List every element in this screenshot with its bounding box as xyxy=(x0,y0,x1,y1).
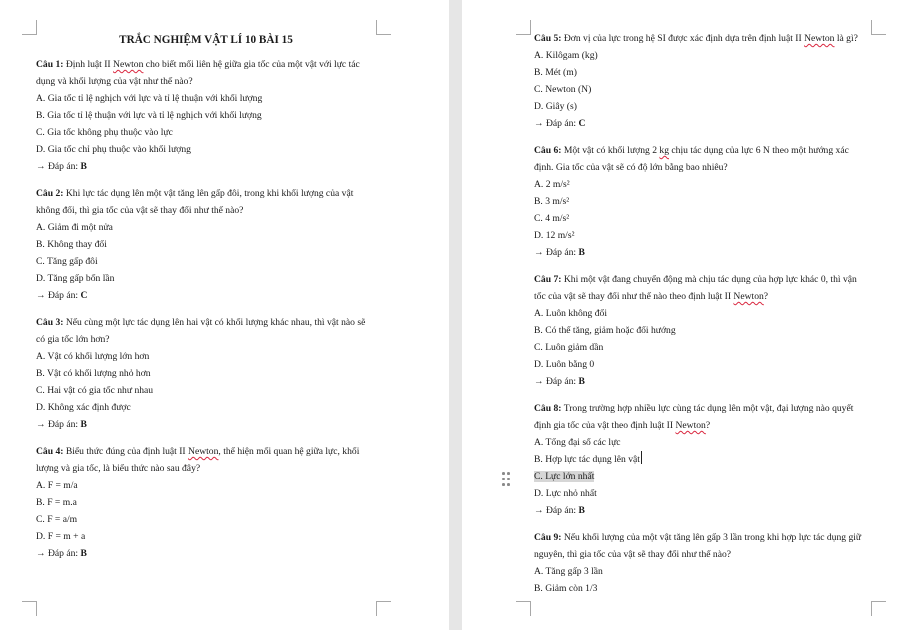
question-text xyxy=(36,443,376,477)
document-title: TRẮC NGHIỆM VẬT LÍ 10 BÀI 15 xyxy=(119,34,293,46)
answer-option xyxy=(534,305,868,322)
answer-option-text: D. 12 m/s² xyxy=(534,230,575,241)
question-number: Câu 4: xyxy=(36,446,64,457)
question-number: Câu 5: xyxy=(534,33,562,44)
spellcheck-word: Newton xyxy=(804,33,835,44)
answer-key-value: B xyxy=(578,376,585,387)
question-block xyxy=(36,185,376,304)
answer-option xyxy=(36,107,376,124)
answer-key-label: → Đáp án: xyxy=(534,376,579,387)
answer-option-text: C. Tăng gấp đôi xyxy=(36,256,98,267)
question-text xyxy=(534,271,868,305)
answer-option-text: C. Gia tốc không phụ thuộc vào lực xyxy=(36,127,173,138)
text-cursor xyxy=(641,451,642,464)
spellcheck-word: Newton xyxy=(733,291,764,302)
answer-option xyxy=(36,270,376,287)
question-text-segment: Nếu khối lượng của một vật tăng lên gấp 3 lần trong khi hợp lực tác dụng giữ nguyên, thì gia tốc của vật sẽ thay đổi như thế nào? xyxy=(534,532,862,560)
answer-option-text: B. Gia tốc tỉ lệ thuận với lực và tỉ lệ nghịch với khối lượng xyxy=(36,110,262,121)
answer-option-text: A. Vật có khối lượng lớn hơn xyxy=(36,351,150,362)
answer-key-value: B xyxy=(80,161,87,172)
answer-option-text: B. Hợp lực tác dụng lên vật xyxy=(534,454,640,465)
answer-option xyxy=(36,365,376,382)
question-block xyxy=(534,30,868,132)
answer-option-text: D. Gia tốc chỉ phụ thuộc vào khối lượng xyxy=(36,144,191,155)
crop-mark-top-left xyxy=(22,20,37,35)
answer-key-label: → Đáp án: xyxy=(36,161,81,172)
answer-key-value: B xyxy=(578,505,585,516)
answer-key xyxy=(534,373,868,390)
answer-option xyxy=(534,451,868,468)
answer-option xyxy=(534,563,868,580)
question-text-segment: chịu tác dụng của lực 6 N theo một hướng xác định. Gia tốc của vật sẽ có độ lớn bằng bao nhiêu? xyxy=(534,145,849,173)
answer-option-text: A. 2 m/s² xyxy=(534,179,570,190)
answer-option-text: B. Có thể tăng, giảm hoặc đổi hướng xyxy=(534,325,676,336)
question-text-segment: cho biết mối liên hệ giữa gia tốc của một vật với lực tác dụng và khối lượng của vật như thế nào? xyxy=(36,59,360,87)
question-text-segment: Trong trường hợp nhiều lực cùng tác dụng lên một vật, đại lượng nào quyết định gia tốc của vật theo định luật II xyxy=(534,403,854,431)
question-text-segment: Khi lực tác dụng lên một vật tăng lên gấp đôi, trong khi khối lượng của vật không đổi, thì gia tốc của vật sẽ thay đổi như thế nào? xyxy=(36,188,354,216)
question-number: Câu 9: xyxy=(534,532,562,543)
question-block xyxy=(534,142,868,261)
answer-option xyxy=(534,98,868,115)
answer-option xyxy=(36,477,376,494)
answer-option-text: B. Mét (m) xyxy=(534,67,577,78)
answer-option-text: C. Hai vật có gia tốc như nhau xyxy=(36,385,154,396)
answer-key-label: → Đáp án: xyxy=(534,505,579,516)
answer-option xyxy=(36,219,376,236)
answer-option xyxy=(36,253,376,270)
answer-key xyxy=(534,244,868,261)
question-text-segment: ? xyxy=(705,420,711,431)
question-text-segment: Đơn vị của lực trong hệ SI được xác định dựa trên định luật II xyxy=(563,33,805,44)
answer-option-text: D. Giây (s) xyxy=(534,101,577,112)
answer-key-value: B xyxy=(80,548,87,559)
question-block xyxy=(36,56,376,175)
spellcheck-word: Newton xyxy=(113,59,144,70)
answer-option-text: B. 3 m/s² xyxy=(534,196,570,207)
question-text xyxy=(534,30,868,47)
question-text-segment: ? xyxy=(763,291,769,302)
answer-option xyxy=(534,227,868,244)
answer-option xyxy=(36,348,376,365)
document-page-left xyxy=(0,0,449,630)
answer-option xyxy=(534,468,868,485)
answer-key-value: B xyxy=(80,419,87,430)
question-text xyxy=(534,529,868,563)
page-body-right[interactable] xyxy=(534,30,868,607)
question-text-segment: Biểu thức đúng của định luật II xyxy=(65,446,189,457)
answer-key xyxy=(36,287,376,304)
crop-mark-top-left xyxy=(516,20,531,35)
question-block xyxy=(36,443,376,562)
question-text-segment: Một vật có khối lượng 2 xyxy=(563,145,660,156)
answer-key-value: C xyxy=(578,118,586,129)
answer-option-text: A. Luôn không đổi xyxy=(534,308,608,319)
question-number: Câu 8: xyxy=(534,403,562,414)
answer-option-text: C. Newton (N) xyxy=(534,84,592,95)
answer-key xyxy=(534,502,868,519)
answer-key-label: → Đáp án: xyxy=(36,290,81,301)
answer-key-value: C xyxy=(80,290,88,301)
answer-option xyxy=(36,382,376,399)
answer-key xyxy=(36,416,376,433)
answer-option-text: A. Giảm đi một nửa xyxy=(36,222,113,233)
answer-option xyxy=(534,64,868,81)
answer-option xyxy=(36,124,376,141)
answer-option xyxy=(36,399,376,416)
question-block xyxy=(534,400,868,519)
question-text xyxy=(36,314,376,348)
answer-option-text: D. F = m + a xyxy=(36,531,86,542)
question-block xyxy=(534,529,868,597)
answer-option xyxy=(36,236,376,253)
question-number: Câu 1: xyxy=(36,59,64,70)
crop-mark-bottom-left xyxy=(516,601,531,616)
answer-option xyxy=(36,528,376,545)
answer-option xyxy=(534,322,868,339)
question-text-segment: , thể hiện mối quan hệ giữa lực, khối lượng và gia tốc, là biểu thức nào sau đây? xyxy=(36,446,360,474)
crop-mark-top-right xyxy=(376,20,391,35)
question-number: Câu 3: xyxy=(36,317,64,328)
answer-option xyxy=(534,176,868,193)
answer-key-value: B xyxy=(578,247,585,258)
answer-option-text: B. Giảm còn 1/3 xyxy=(534,583,598,594)
answer-option xyxy=(534,580,868,597)
answer-option-text: A. Gia tốc tỉ lệ nghịch với lực và tỉ lệ thuận với khối lượng xyxy=(36,93,263,104)
answer-option xyxy=(534,339,868,356)
answer-option-text: D. Lực nhỏ nhất xyxy=(534,488,597,499)
answer-option-text: B. Không thay đổi xyxy=(36,239,107,250)
question-block xyxy=(36,314,376,433)
question-text xyxy=(534,142,868,176)
crop-mark-bottom-right xyxy=(871,601,886,616)
answer-key xyxy=(36,545,376,562)
spellcheck-word: Newton xyxy=(188,446,219,457)
answer-option-text: B. Vật có khối lượng nhỏ hơn xyxy=(36,368,151,379)
crop-mark-bottom-right xyxy=(376,601,391,616)
answer-option xyxy=(534,485,868,502)
answer-option-text: D. Luôn bằng 0 xyxy=(534,359,595,370)
answer-option-text: C. F = a/m xyxy=(36,514,78,525)
question-number: Câu 6: xyxy=(534,145,562,156)
answer-option-text: C. 4 m/s² xyxy=(534,213,570,224)
question-text-segment: là gì? xyxy=(834,33,858,44)
question-text-segment: Khi một vật đang chuyển động mà chịu tác dụng của hợp lực khác 0, thì vận tốc của vật sẽ thay đổi như thế nào theo định luật II xyxy=(534,274,857,302)
answer-key xyxy=(36,158,376,175)
answer-option-text: A. Kilôgam (kg) xyxy=(534,50,598,61)
answer-option xyxy=(534,356,868,373)
answer-option-text: D. Tăng gấp bốn lần xyxy=(36,273,115,284)
answer-option-text: C. Luôn giảm dần xyxy=(534,342,604,353)
question-number: Câu 2: xyxy=(36,188,64,199)
answer-key-label: → Đáp án: xyxy=(534,247,579,258)
question-block xyxy=(534,271,868,390)
answer-key-label: → Đáp án: xyxy=(36,548,81,559)
answer-option-text: D. Không xác định được xyxy=(36,402,131,413)
answer-option xyxy=(534,47,868,64)
answer-option xyxy=(534,193,868,210)
selected-text: C. Lực lớn nhất xyxy=(534,471,595,482)
answer-option xyxy=(36,511,376,528)
answer-key xyxy=(534,115,868,132)
question-text xyxy=(36,56,376,90)
answer-option xyxy=(36,90,376,107)
answer-key-label: → Đáp án: xyxy=(534,118,579,129)
drag-handle-icon[interactable] xyxy=(502,472,512,488)
answer-option xyxy=(36,494,376,511)
question-text xyxy=(36,185,376,219)
answer-option xyxy=(534,434,868,451)
question-number: Câu 7: xyxy=(534,274,562,285)
answer-option-text: A. F = m/a xyxy=(36,480,78,491)
answer-option xyxy=(534,81,868,98)
crop-mark-top-right xyxy=(871,20,886,35)
answer-key-label: → Đáp án: xyxy=(36,419,81,430)
document-page-right xyxy=(462,0,921,630)
question-text-segment: Định luật II xyxy=(65,59,114,70)
spellcheck-word: Newton xyxy=(675,420,706,431)
spellcheck-word: kg xyxy=(659,145,669,156)
answer-option xyxy=(36,141,376,158)
question-text xyxy=(534,400,868,434)
answer-option xyxy=(534,210,868,227)
crop-mark-bottom-left xyxy=(22,601,37,616)
question-text-segment: Nếu cùng một lực tác dụng lên hai vật có khối lượng khác nhau, thì vật nào sẽ có gia tốc lớn hơn? xyxy=(36,317,366,345)
answer-option-text: B. F = m.a xyxy=(36,497,77,508)
answer-option-text: A. Tổng đại số các lực xyxy=(534,437,621,448)
answer-option-text: A. Tăng gấp 3 lần xyxy=(534,566,603,577)
page-body-left[interactable] xyxy=(36,30,376,572)
